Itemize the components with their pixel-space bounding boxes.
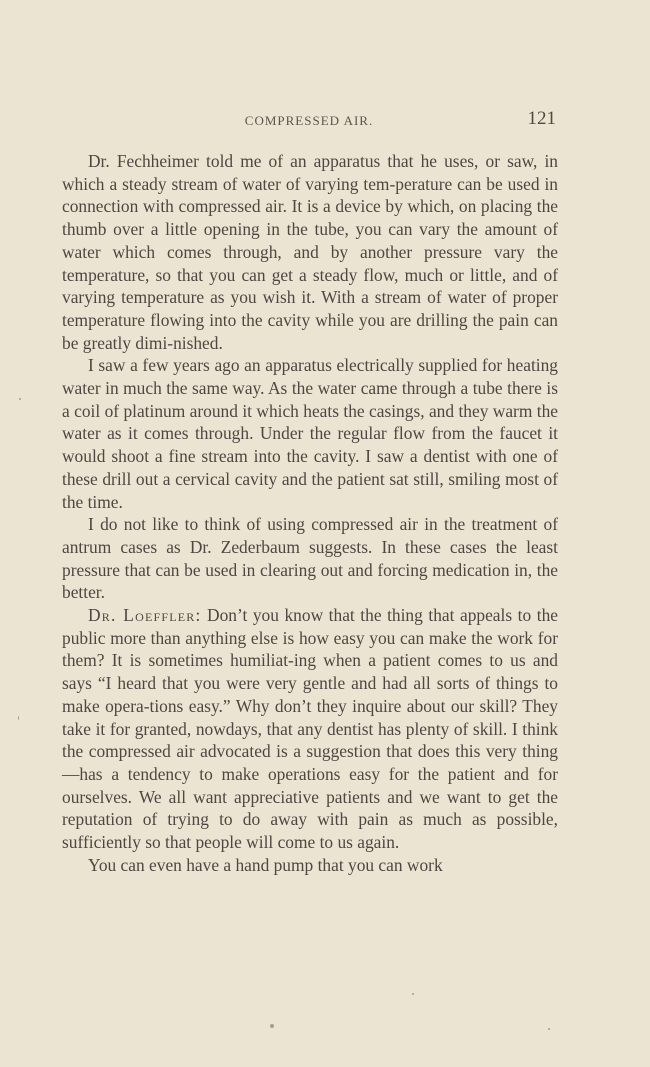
page-number: 121 <box>527 108 556 129</box>
paper-speck <box>548 1028 550 1030</box>
running-head <box>62 108 556 134</box>
paragraph <box>62 604 558 854</box>
running-title: COMPRESSED AIR. <box>244 113 374 128</box>
paragraph: You can even have a hand pump that you can work <box>88 854 443 875</box>
body-text <box>62 150 558 877</box>
paragraph: Dr. Fechheimer told me of an apparatus that he uses, or saw, in which a steady stream of water of varying tem-perature can be used in connection with compressed air. It is a device by which, on placing the thumb over a little opening in the tube, you can vary the amount of water which comes through, and by another pressure vary the temperature, so that you can get a steady flow, much or little, and of varying temperature as you wish it. With a stream of water of proper temperature flowing into the cavity while you are drilling the pain can be greatly dimi-nished. <box>62 151 558 353</box>
paper-speck <box>270 1024 274 1028</box>
paper-speck <box>412 993 414 995</box>
speaker-remarks: Don’t you know that the thing that appeals to the public more than anything else is how easy you can make the work for them? It is sometimes humiliat-ing when a patient comes to us and says “I heard that you were very gentle and had all sorts of things to make opera-tions easy.” Why don’t they inquire about our skill? They take it for granted, nowdays, that any dentist has plenty of skill. I think the compressed air advocated is a suggestion that does this very thing—has a tendency to make operations easy for the patient and for ourselves. We all want appreciative patients and we want to get the reputation of trying to do away with pain as much as possible, sufficiently so that people will come to us again. <box>62 605 558 853</box>
paragraph: I saw a few years ago an apparatus electrically supplied for heating water in much the same way. As the water came through a tube there is a coil of platinum around it which heats the casings, and they warm the water as it comes through. Under the regular flow from the faucet it would shoot a fine stream into the cavity. I saw a dentist with one of these drill out a cervical cavity and the patient sat still, smiling most of the time. <box>62 355 558 512</box>
paragraph: I do not like to think of using compressed air in the treatment of antrum cases as Dr. Zederbaum suggests. In these cases the least pressure that can be used in clearing out and forcing medication in, the better. <box>62 514 558 603</box>
speaker-name: Dr. Loeffler: <box>88 605 202 626</box>
paper-speck <box>18 716 19 720</box>
paper-speck <box>19 398 21 400</box>
